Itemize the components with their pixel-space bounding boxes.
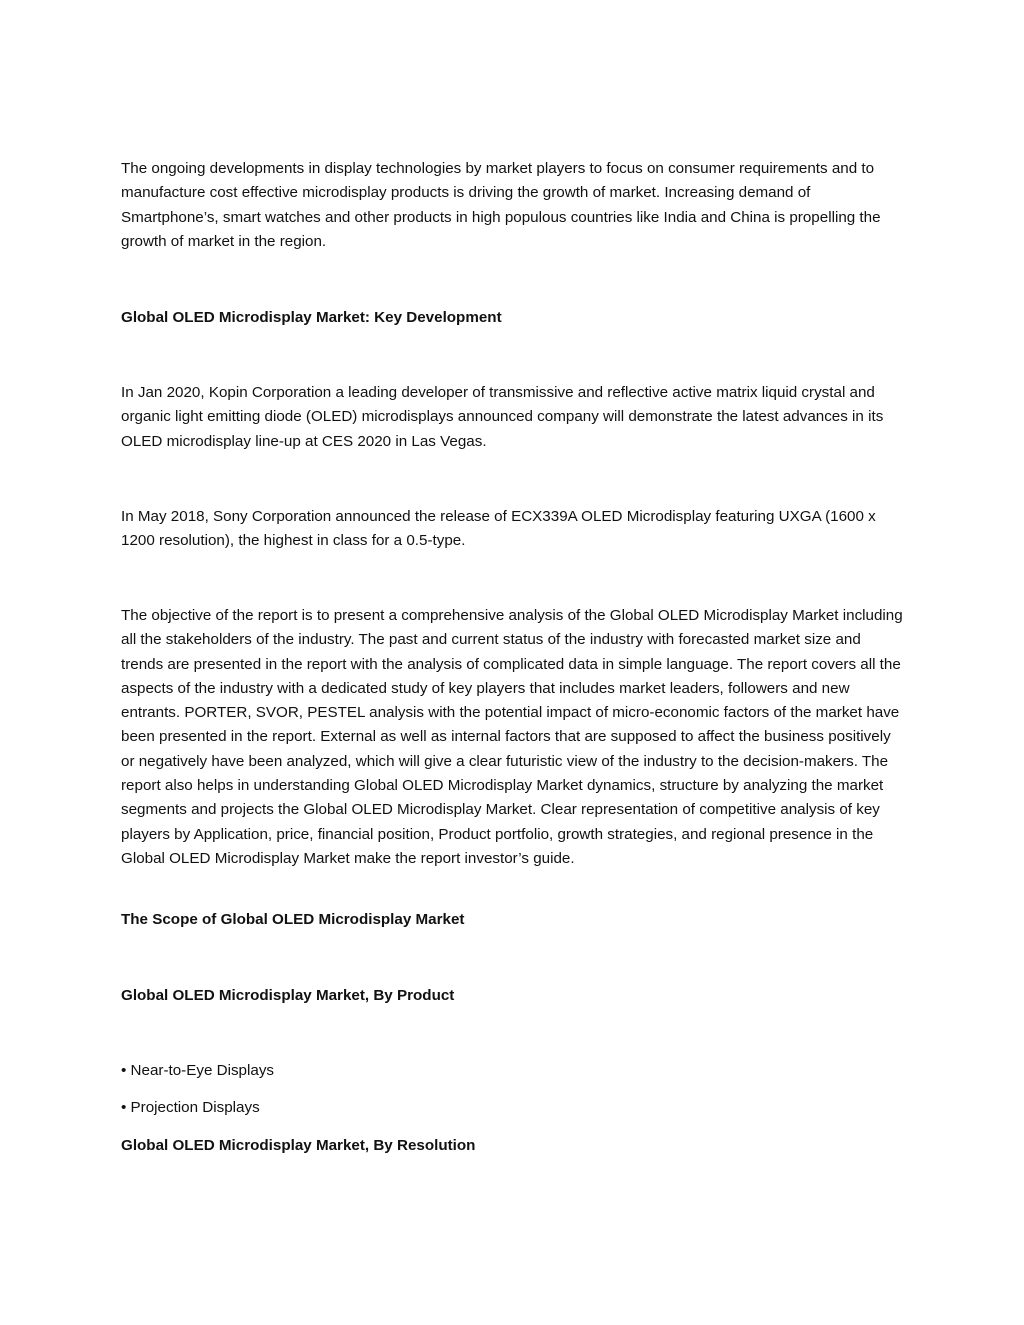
objective-paragraph: The objective of the report is to present a comprehensive analysis of the Global OLED Microdisplay Market including all the stakeholders of the industry. The past and current status of the industry with forecasted market size and trends are presented in the report with the analysis of complicated data in simple language. The report covers all the aspects of the industry with a dedicated study of key players that includes market leaders, followers and new entrants. PORTER, SVOR, PESTEL analysis with the potential impact of micro-economic factors of the market have been presented in the report. External as well as internal factors that are supposed to affect the business positively or negatively have been analyzed, which will give a clear futuristic view of the industry to the decision-makers. The report also helps in understanding Global OLED Microdisplay Market dynamics, structure by analyzing the market segments and projects the Global OLED Microdisplay Market. Clear representation of competitive analysis of key players by Application, price, financial position, Product portfolio, growth strategies, and regional presence in the Global OLED Microdisplay Market make the report investor’s guide. [121, 607, 903, 867]
sony-paragraph: In May 2018, Sony Corporation announced the release of ECX339A OLED Microdisplay featuring UXGA (1600 x 1200 resolution), the highest in class for a 0.5-type. [121, 508, 876, 550]
intro-paragraph: The ongoing developments in display technologies by market players to focus on consumer requirements and to manufacture cost effective microdisplay products is driving the growth of market. Increasing demand of Smartphone’s, smart watches and other products in high populous countries like India and China is propelling the growth of market in the region. [121, 160, 881, 250]
list-item: • Near-to-Eye Displays [121, 1062, 275, 1079]
by-resolution-heading: Global OLED Microdisplay Market, By Resolution [121, 1137, 476, 1154]
key-development-heading: Global OLED Microdisplay Market: Key Development [121, 309, 502, 326]
kopin-paragraph: In Jan 2020, Kopin Corporation a leading developer of transmissive and reflective active matrix liquid crystal and organic light emitting diode (OLED) microdisplays announced company will demonstrate the latest advances in its OLED microdisplay line-up at CES 2020 in Las Vegas. [121, 384, 884, 450]
list-item: • Projection Displays [121, 1099, 260, 1116]
scope-heading: The Scope of Global OLED Microdisplay Market [121, 911, 465, 928]
by-product-heading: Global OLED Microdisplay Market, By Product [121, 987, 455, 1004]
